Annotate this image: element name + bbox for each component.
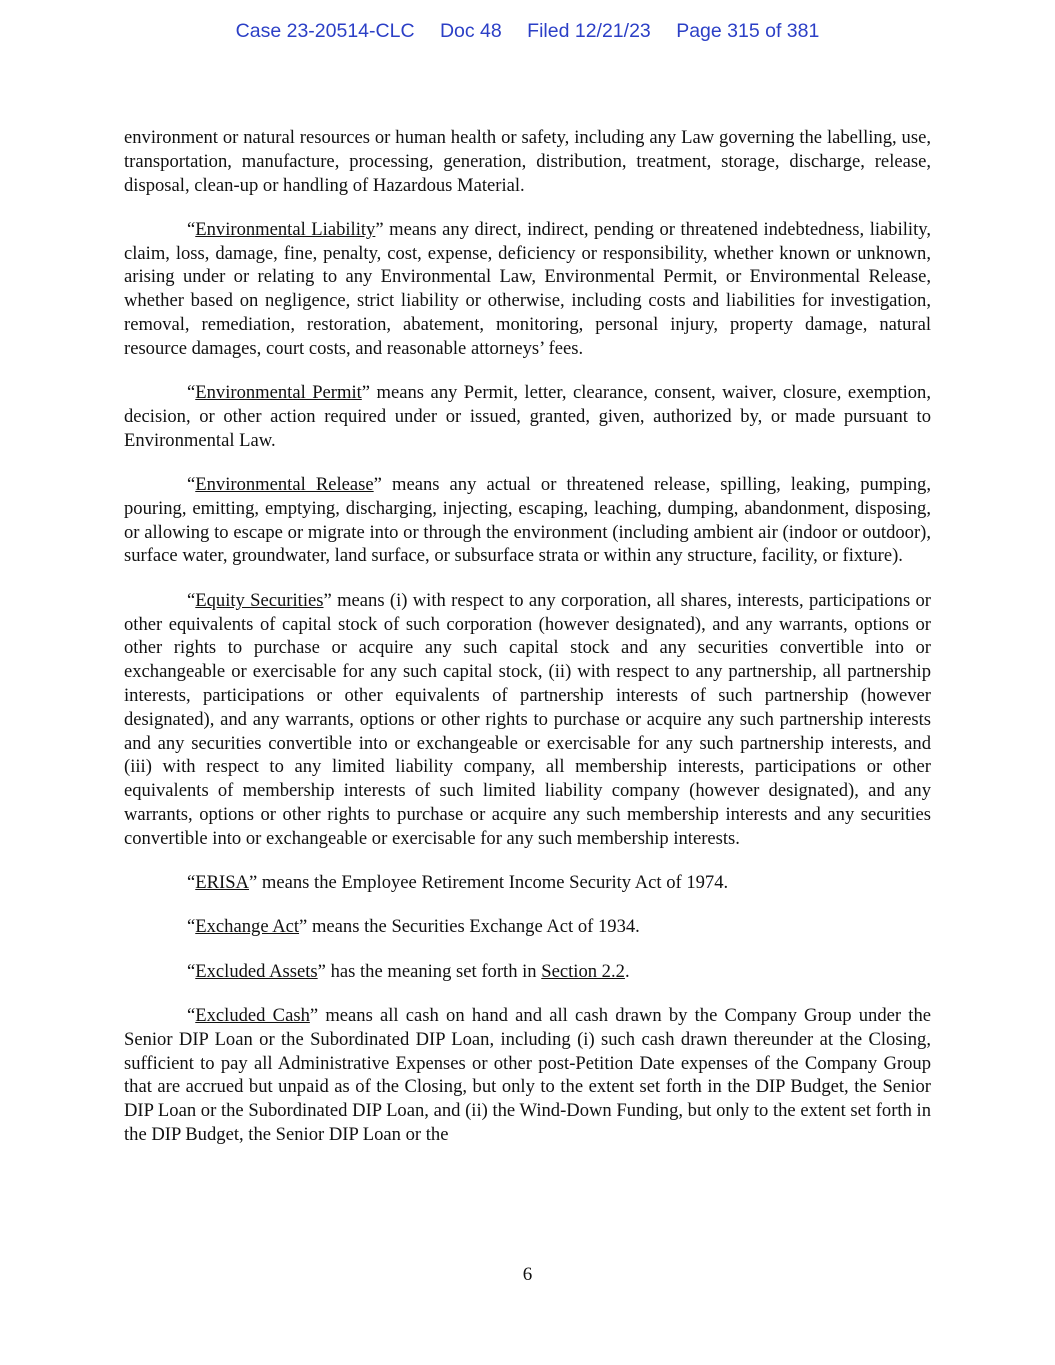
- definition-text: ” means (i) with respect to any corporation, all shares, interests, participations or other equivalents of capital stock of such corporation (however designated), and any warrants, options or other rights to purchase or acquire any such capital stock and any securities convertible into or exchangeable or exercisable for any such capital stock, (ii) with respect to any partnership, all partnership interests, participations or other equivalents of partnership interests of such partnership (however designated), and any warrants, options or other rights to purchase or acquire any such partnership interests and any securities convertible into or exchangeable or exercisable for any such partnership interests, and (iii) with respect to any limited liability company, all membership interests, participations or other equivalents of membership interests of such limited liability company (however designated), and any warrants, options or other rights to purchase or acquire any such membership interests and any securities convertible into or exchangeable or exercisable for any such membership interests.: [124, 589, 931, 849]
- page-of-total: Page 315 of 381: [676, 20, 820, 42]
- filing-header: [0, 20, 1055, 43]
- defined-term: Excluded Assets: [195, 960, 318, 982]
- defined-term: Exchange Act: [195, 916, 300, 938]
- open-quote: “: [187, 960, 196, 982]
- definition-excluded-assets: [124, 960, 931, 984]
- definition-environmental-release: [124, 473, 931, 568]
- section-reference: Section 2.2: [541, 960, 625, 982]
- open-quote: “: [187, 218, 196, 240]
- page-number: 6: [522, 1264, 533, 1285]
- open-quote: “: [187, 872, 196, 894]
- defined-term: Environmental Liability: [195, 218, 376, 240]
- definition-text: ” means any direct, indirect, pending or threatened indebtedness, liability, claim, loss, damage, fine, penalty, cost, expense, deficiency or responsibility, whether known or unknown, arising under or relating to any Environmental Law, Environmental Permit, or Environmental Release, whether based on negligence, strict liability or otherwise, including costs and liabilities for investigation, removal, remediation, restoration, abatement, monitoring, personal injury, property damage, natural resource damages, court costs, and reasonable attorneys’ fees.: [124, 218, 931, 359]
- open-quote: “: [187, 1004, 196, 1026]
- definition-text: ” has the meaning set forth in: [317, 960, 542, 982]
- definition-environmental-liability: [124, 218, 931, 361]
- definition-erisa: [124, 871, 931, 895]
- defined-term: Excluded Cash: [195, 1004, 310, 1026]
- definition-environmental-permit: [124, 381, 931, 452]
- doc-number: Doc 48: [439, 20, 502, 42]
- definition-text: ” means all cash on hand and all cash drawn by the Company Group under the Senior DIP Loan or the Subordinated DIP Loan, including (i) such cash drawn thereunder at the Closing, sufficient to pay all Administrative Expenses or other post-Petition Date expenses of the Company Group that are accrued but unpaid as of the Closing, but only to the extent set forth in the DIP Budget, the Senior DIP Loan or the Subordinated DIP Loan, and (ii) the Wind-Down Funding, but only to the extent set forth in the DIP Budget, the Senior DIP Loan or the: [124, 1004, 932, 1145]
- trailing-period: .: [624, 960, 630, 982]
- definition-text: ” means the Employee Retirement Income Security Act of 1974.: [249, 872, 729, 894]
- defined-term: ERISA: [195, 872, 249, 894]
- paragraph-text: environment or natural resources or human health or safety, including any Law governing the labelling, use, transportation, manufacture, processing, generation, distribution, treatment, storage, discharge, release, disposal, clean-up or handling of Hazardous Material.: [124, 127, 931, 196]
- definition-equity-securities: [124, 589, 931, 851]
- document-body: [124, 126, 931, 1167]
- definition-text: ” means the Securities Exchange Act of 1934.: [299, 916, 640, 938]
- definition-text: ” means any Permit, letter, clearance, consent, waiver, closure, exemption, decision, or other action required under or issued, granted, given, authorized by, or made pursuant to Environmental Law.: [124, 382, 931, 451]
- definition-text: ” means any actual or threatened release, spilling, leaking, pumping, pouring, emitting, emptying, discharging, injecting, escaping, leaching, dumping, abandonment, disposing, or allowing to escape or migrate into or through the environment (including ambient air (indoor or outdoor), surface water, groundwater, land surface, or subsurface strata or within any structure, facility, or fixture).: [124, 474, 931, 567]
- defined-term: Environmental Permit: [195, 382, 362, 404]
- paragraph: [124, 126, 931, 197]
- open-quote: “: [187, 382, 196, 404]
- defined-term: Environmental Release: [195, 474, 374, 496]
- definition-excluded-cash: [124, 1004, 931, 1147]
- open-quote: “: [187, 916, 196, 938]
- open-quote: “: [187, 589, 196, 611]
- case-number: Case 23-20514-CLC: [235, 20, 415, 42]
- defined-term: Equity Securities: [195, 589, 324, 611]
- open-quote: “: [187, 474, 196, 496]
- definition-exchange-act: [124, 915, 931, 939]
- filed-date: Filed 12/21/23: [527, 20, 651, 42]
